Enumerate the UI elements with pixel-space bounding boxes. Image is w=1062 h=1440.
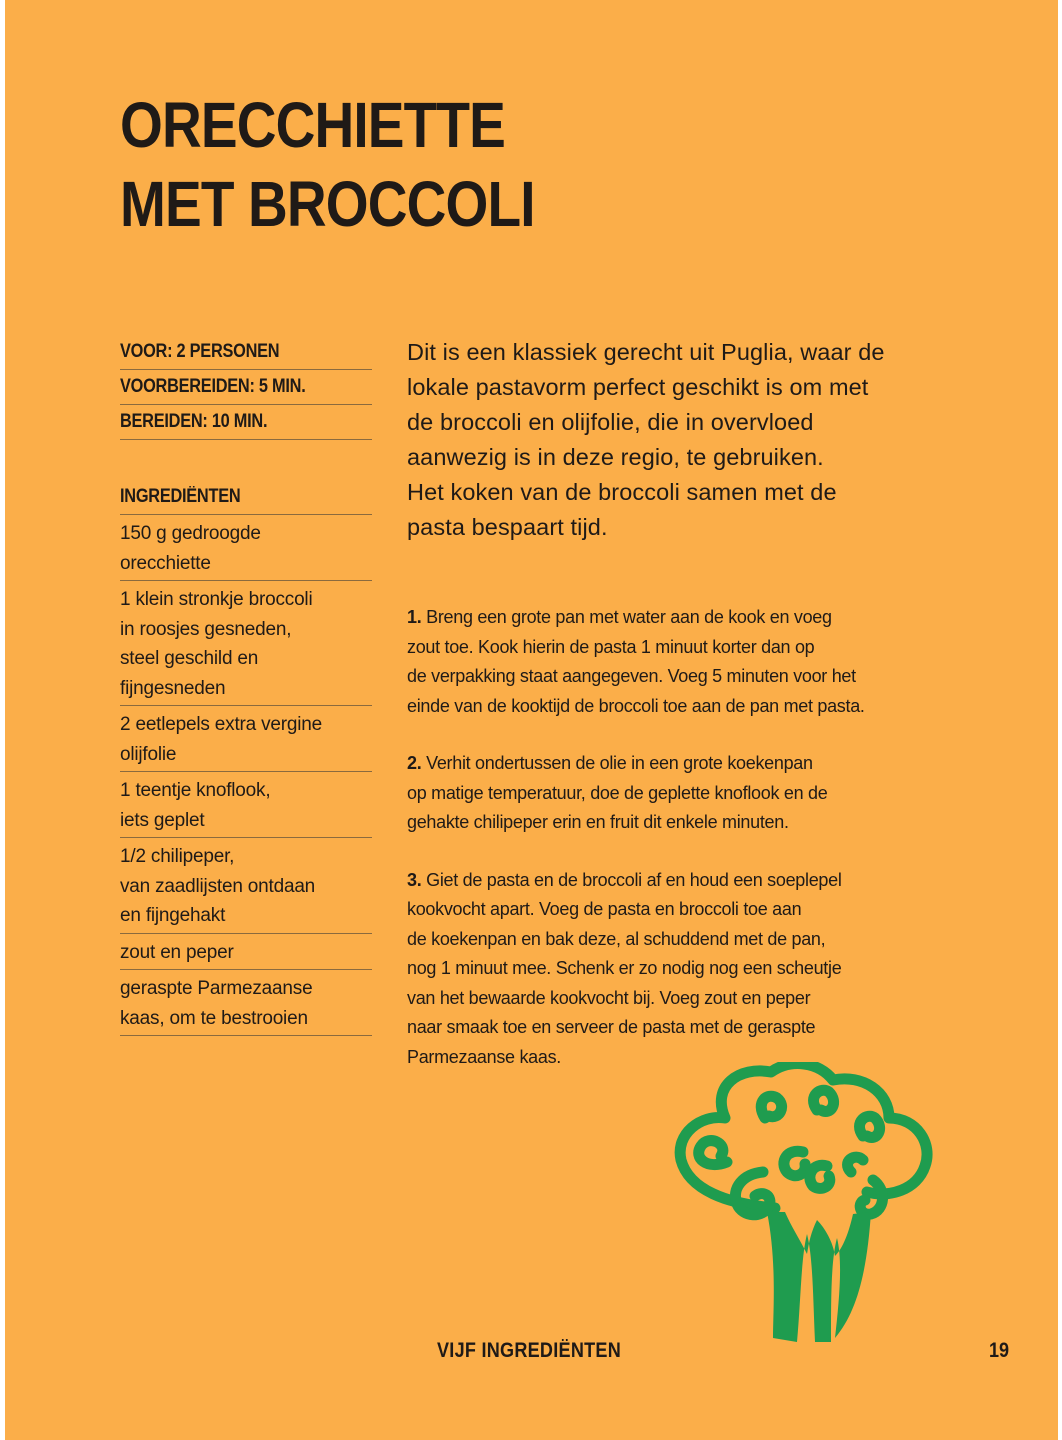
step-line [407,633,952,663]
intro-line: pasta bespaart tijd. [407,514,608,540]
step-line [407,749,952,779]
ingredient-line: zout en peper [120,941,234,963]
step-text: Breng een grote pan met water aan de kook en voeg [426,607,832,627]
step-text: einde van de kooktijd de broccoli toe aan de pan met pasta. [407,695,865,716]
step-number: 3. [407,869,422,890]
step-text: de koekenpan en bak deze, al schuddend met de pan, [407,928,826,949]
step-3 [407,866,952,1073]
recipe-title-line-2: MET BROCCOLI [120,168,535,240]
step-line [407,866,952,896]
ingredient-item [120,706,372,772]
ingredient-item [120,581,372,706]
ingredient-item [120,934,372,971]
ingredient-line: 1 teentje knoflook, [120,780,271,801]
recipe-title [120,86,535,244]
step-text: de verpakking staat aangegeven. Voeg 5 minuten voor het [407,666,856,686]
prep-time: VOORBEREIDEN: 5 MIN. [120,370,372,405]
intro-line: lokale pastavorm perfect geschikt is om met [407,374,869,400]
ingredient-item [120,515,372,581]
ingredient-line: in roosjes gesneden, [120,618,292,640]
step-line [407,895,952,925]
ingredient-line: fijngesneden [120,677,226,699]
intro-line: Het koken van de broccoli samen met de [407,479,837,505]
ingredients-list [120,515,372,1036]
step-text: naar smaak toe en serveer de pasta met de geraspte [407,1017,816,1037]
ingredient-line: orecchiette [120,552,211,574]
ingredient-line: en fijngehakt [120,905,226,926]
step-text: van het bewaarde kookvocht bij. Voeg zout en peper [407,987,811,1008]
step-text: Giet de pasta en de broccoli af en houd een soeplepel [426,869,842,890]
cook-time: BEREIDEN: 10 MIN. [120,405,372,440]
step-line [407,925,952,955]
recipe-title-line-1: ORECCHIETTE [120,89,506,161]
intro-line: Dit is een klassiek gerecht uit Puglia, waar de [407,339,885,365]
recipe-meta [120,335,372,440]
step-line [407,808,952,838]
recipe-steps [407,603,952,1100]
ingredient-item [120,772,372,838]
broccoli-icon [667,1062,947,1352]
ingredient-line: 2 eetlepels extra vergine [120,714,323,735]
section-footer-label: VIJF INGREDIËNTEN [437,1339,622,1362]
ingredient-line: steel geschild en [120,648,259,669]
ingredients-heading: INGREDIËNTEN [120,480,372,515]
ingredient-line: 150 g gedroogde [120,523,261,544]
ingredients-section [120,480,372,1036]
ingredient-line: 1/2 chilipeper, [120,846,235,867]
ingredient-line: kaas, om te bestrooien [120,1007,308,1029]
step-text: Parmezaanse kaas. [407,1046,561,1067]
step-text: Verhit ondertussen de olie in een grote koekenpan [426,753,813,773]
step-line [407,692,952,722]
ingredient-item [120,970,372,1036]
step-number: 2. [407,753,422,773]
step-text: zout toe. Kook hierin de pasta 1 minuut korter dan op [407,636,815,657]
ingredient-item [120,838,372,934]
servings: VOOR: 2 PERSONEN [120,335,372,370]
step-1 [407,603,952,721]
intro-line: aanwezig is in deze regio, te gebruiken. [407,444,824,470]
step-number: 1. [407,607,422,627]
step-line [407,954,952,984]
step-line [407,603,952,633]
step-line [407,662,952,692]
recipe-page [5,0,1058,1440]
ingredient-line: 1 klein stronkje broccoli [120,589,313,610]
step-line [407,779,952,809]
step-line [407,984,952,1014]
intro-line: de broccoli en olijfolie, die in overvloed [407,409,814,435]
ingredient-line: geraspte Parmezaanse [120,978,313,999]
ingredient-line: van zaadlijsten ontdaan [120,875,316,897]
step-2 [407,749,952,838]
page-number: 19 [989,1339,1010,1362]
ingredient-line: iets geplet [120,809,205,831]
step-text: nog 1 minuut mee. Schenk er zo nodig nog een scheutje [407,958,842,978]
step-text: kookvocht apart. Voeg de pasta en broccoli toe aan [407,899,802,919]
recipe-intro [407,335,947,545]
step-text: op matige temperatuur, doe de geplette knoflook en de [407,782,828,803]
ingredient-line: olijfolie [120,743,177,765]
step-text: gehakte chilipeper erin en fruit dit enkele minuten. [407,812,789,832]
step-line [407,1013,952,1043]
